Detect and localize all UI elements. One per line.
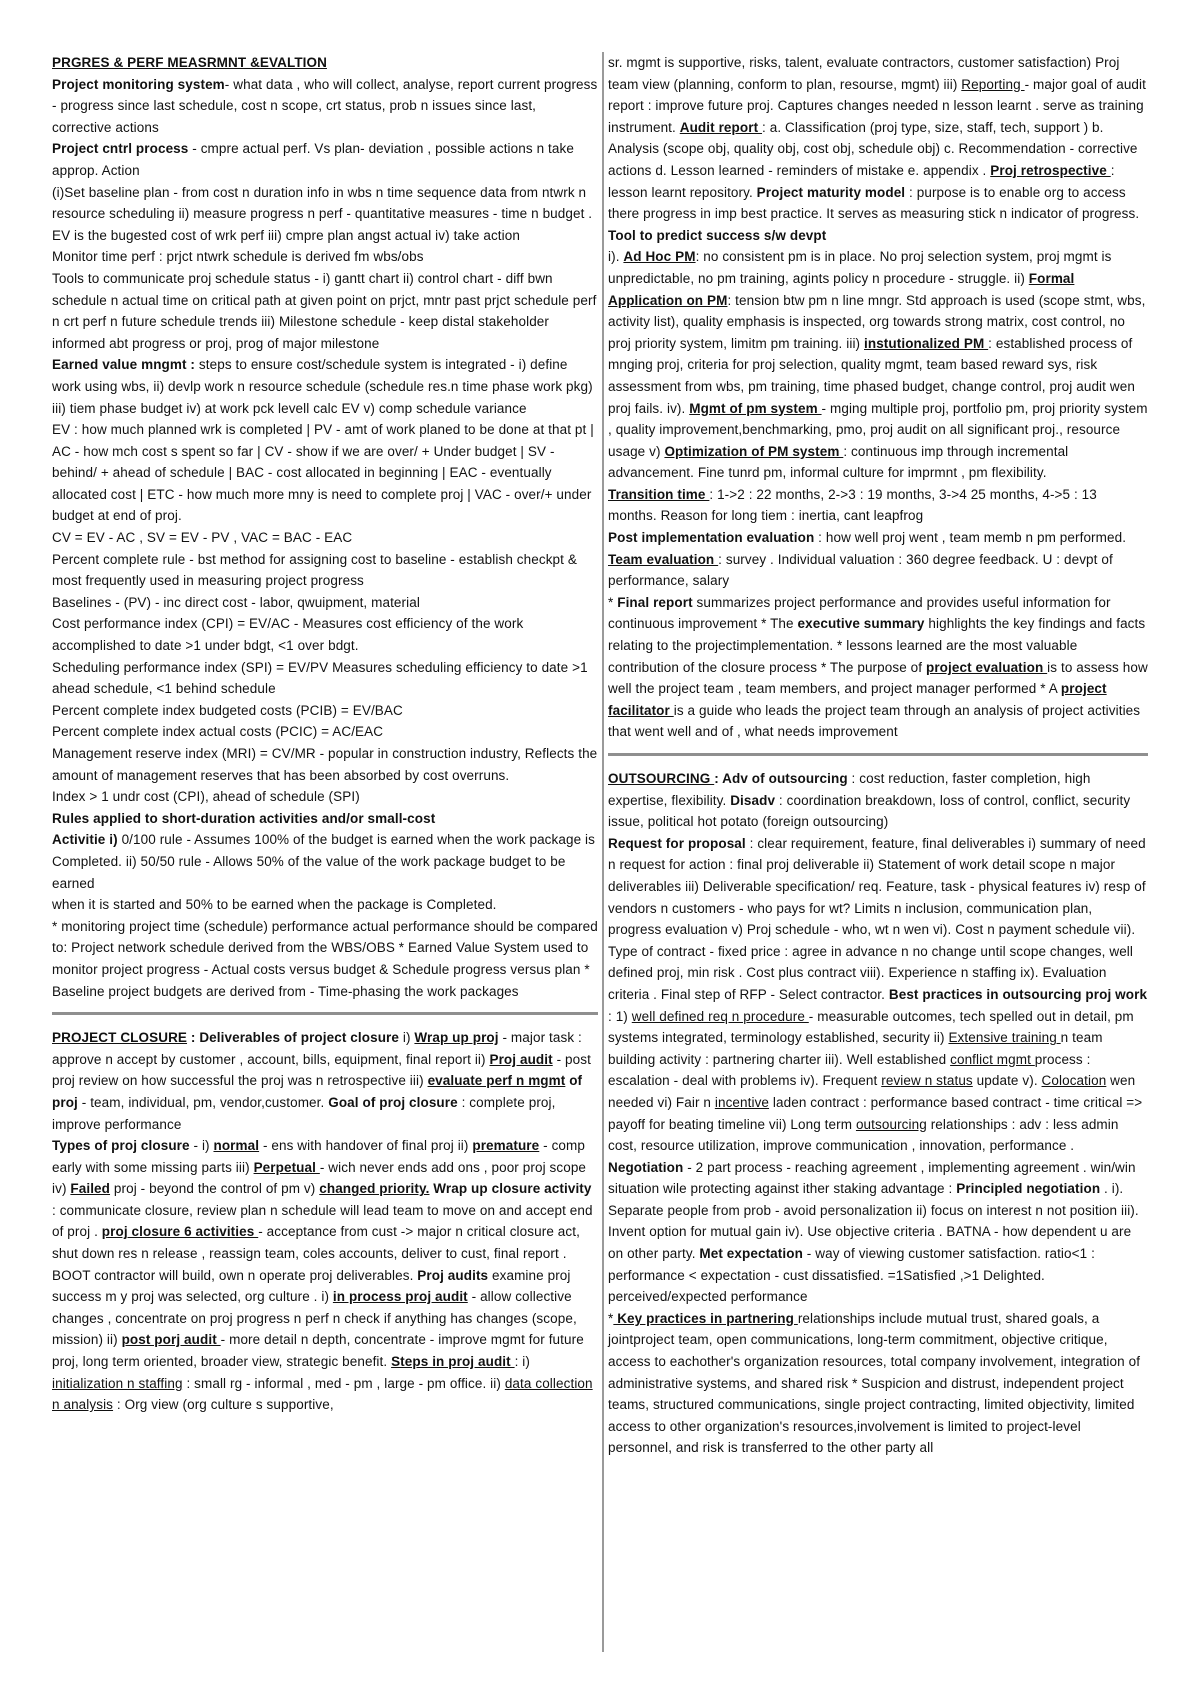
maturity-levels-paragraph: i). Ad Hoc PM: no consistent pm is in place. No proj selection system, proj mgmt is unpredictable, no pm training, agints policy n procedure - struggle. ii) Formal Application on PM: tension btw pm n line mngr. Std approach is used (scope stmt, wbs, activity list), quality emphasis is inspected, org towards strong matrix, cost control, no proj priority system, limitm pm training. iii) instutionalized PM : established process of mnging proj, criteria for proj selection, quality mgmt, team based reward sys, risk assessment from wbs, pm training, time phased budget, change control, proj audit wen proj fails. iv). Mgmt of pm system - mging multiple proj, portfolio pm, proj priority system , quality improvement,benchmarking, pmo, proj audit on all significant proj., resource usage v) Optimization of PM system : continuous imp through incremental advancement. Fine tunrd pm, informal culture for imprmnt , pm flexibility.	[608, 249, 1148, 481]
control-steps-paragraph: (i)Set baseline plan - from cost n duration info in wbs n time sequence data from ntwrk n resource scheduling ii) measure progress n perf - quantitative measures - time n budget . EV is the bugested cost of wrk perf iii) cmpre plan angst actual iv) take action	[52, 184, 593, 243]
monitor-time-paragraph: Monitor time perf : prjct ntwrk schedule is derived fm wbs/obs	[52, 249, 424, 265]
rules-heading: Rules applied to short-duration activities and/or small-cost	[52, 810, 436, 826]
rfp-paragraph: Request for proposal : clear requirement, feature, final deliverables i) summary of need n request for action : final proj deliverable ii) Statement of work detail scope n major deliverables iii) Deliverable specification/ req. Feature, task - physical features iv) resp of vendors n customers - who pays for wt? Limits n inclusion, communication plan, progress evaluation v) Proj schedule - who, wt n wen vi). Cost n payment schedule vii). Type of contract - fixed price : agree in advance n no change until scope changes, well defined proj, min risk . Cost plus contract viii). Experience n staffing ix). Evaluation criteria . Final step of RFP - Select contractor. Best practices in outsourcing proj work : 1) well defined req n procedure - measurable outcomes, tech spelled out in detail, pm systems integrated, terminology established, security ii) Extensive training n team building activity : partnering charter iii). Well established conflict mgmt process : escalation - deal with problems iv). Frequent review n status update v). Colocation wen needed vi) Fair n incentive laden contract : performance based contract - time critical => payoff for beating timeline vii) Long term outsourcing relationships : adv : less admin cost, resource utilization, improve communication , innovation, performance . Negotiation - 2 part process - reaching agreement , implementing agreement . win/win situation wile protecting against ither staking advantage : Principled negotiation . i). Separate people from prob - avoid personalization ii) focus on interest n not position iii). Invent option for mutual gain iv). Use objective criteria . BATNA - how dependent u are on other party. Met expectation - way of viewing customer satisfaction. ratio<1 : performance < expectation - cust dissatisfied. =1Satisfied ,>1 Delighted. perceived/expected performance	[608, 835, 1148, 1305]
cpi-line: Cost performance index (CPI) = EV/AC - Measures cost efficiency of the work accomplished to date >1 under bdgt, <1 over bdgt.	[52, 616, 524, 654]
ev-definitions-paragraph: EV : how much planned wrk is completed | PV - amt of work planed to be done at that pt | AC - how mch cost s spent so far | CV - show if we are over/ + Under budget | SV - behind/ + ahead of schedule | BAC - cost allocated in beginning | EAC - eventually allocated cost | ETC - how much more mny is need to complete proj | VAC - over/+ under budget at end of proj.	[52, 422, 594, 524]
pcib-line: Percent complete index budgeted costs (PCIB) = EV/BAC	[52, 702, 403, 718]
baselines-line: Baselines - (PV) - inc direct cost - labor, qwuipment, material	[52, 594, 420, 610]
audit-continuation-paragraph: sr. mgmt is supportive, risks, talent, evaluate contractors, customer satisfaction) Proj team view (planning, conform to plan, resourse, mgmt) iii) Reporting - major goal of audit report : improve future proj. Captures changes needed n lesson learnt . serve as training instrument. Audit report : a. Classification (proj type, size, staff, tech, support ) b. Analysis (scope obj, quality obj, cost obj, schedule obj) c. Recommendation - corrective actions d. Lesson learned - reminders of mistake e. appendix . Proj retrospective : lesson learnt repository. Project maturity model : purpose is to enable org to access there progress in imp best practice. It serves as measuring stick n indicator of progress. Tool to predict success s/w devpt	[608, 55, 1146, 243]
section-divider	[52, 1012, 598, 1015]
rule-50-50: Completed. ii) 50/50 rule - Allows 50% of the value of the work package budget to be earned	[52, 853, 566, 891]
schedule-tools-paragraph: Tools to communicate proj schedule status - i) gantt chart ii) control chart - diff bwn schedule n actual time on critical path at given point on prjct, mntr past prjct schedule perf n crt perf n future schedule trends iii) Milestone schedule - keep distal stakeholder informed abt progress or proj, prog of major milestone	[52, 270, 597, 351]
cheat-sheet	[52, 52, 1148, 1652]
rule-50-50-cont: when it is started and 50% to be earned when the package is Completed.	[52, 897, 497, 913]
column-divider	[602, 52, 604, 1652]
control-process-paragraph: Project cntrl process - cmpre actual perf. Vs plan- deviation , possible actions n take approp. Action	[52, 141, 574, 178]
earned-value-paragraph: Earned value mngmt : steps to ensure cost/schedule system is integrated - i) define work using wbs, ii) devlp work n resource schedule (schedule res.n time phase work pkg) iii) tiem phase budget iv) at work pck levell calc EV v) comp schedule variance	[52, 357, 593, 416]
section-divider	[608, 753, 1148, 756]
left-column	[52, 52, 598, 1416]
pcic-line: Percent complete index actual costs (PCIC) = AC/EAC	[52, 724, 384, 740]
outsourcing-paragraph: OUTSOURCING : Adv of outsourcing : cost reduction, faster completion, high expertise, flexibility. Disadv : coordination breakdown, loss of control, conflict, security issue, political hot potato (foreign outsourcing)	[608, 771, 1131, 830]
partnering-paragraph: * Key practices in partnering relationships include mutual trust, shared goals, a jointproject team, open communications, long-term commitment, objective critique, access to eachother's organization resources, total company involvement, integration of administrative systems, and shared risk * Suspicion and distrust, independent project teams, structured communications, single project contracting, limited objectivity, limited access to other organization's resources,involvement is limited to project-level personnel, and risk is transferred to the other party all	[608, 1310, 1141, 1456]
percent-complete-rule: Percent complete rule - bst method for assigning cost to baseline - establish checkpt & most frequently used in measuring project progress	[52, 551, 577, 589]
project-closure-paragraph: PROJECT CLOSURE : Deliverables of project closure i) Wrap up proj - major task : approve n accept by customer , account, bills, equipment, final report ii) Proj audit - post proj review on how successful the proj was n retrospective iii) evaluate perf n mgmt of proj - team, individual, pm, vendor,customer. Goal of proj closure : complete proj, improve performance	[52, 1030, 591, 1132]
closure-types-paragraph: Types of proj closure - i) normal - ens with handover of final proj ii) premature - comp early with some missing parts iii) Perpetual - wich never ends add ons , poor proj scope iv) Failed proj - beyond the control of pm v) changed priority. Wrap up closure activity : communicate closure, review plan n schedule will lead team to move on and accept end of proj . proj closure 6 activities - acceptance from cust -> major n critical closure act, shut down res n release , reassign team, coles accounts, deliver to cust, final report . BOOT contractor will build, own n operate proj deliverables. Proj audits examine proj success m y proj was selected, org culture . i) in process proj audit - allow collective changes , concentrate on proj progress n perf n check if anything has changes (scope, mission) ii) post porj audit - more detail n depth, concentrate - improve mgmt for future proj, long term oriented, broader view, strategic benefit. Steps in proj audit : i) initialization n staffing : small rg - informal , med - pm , large - pm office. ii) data collection n analysis : Org view (org culture s supportive,	[52, 1138, 593, 1413]
transition-time-paragraph: Transition time : 1->2 : 22 months, 2->3 : 19 months, 3->4 25 months, 4->5 : 13 months. Reason for long tiem : inertia, cant leapfrog	[608, 486, 1097, 524]
post-implementation-paragraph: Post implementation evaluation : how well proj went , team memb n pm performed. Team evaluation : survey . Individual valuation : 360 degree feedback. U : devpt of performance, salary	[608, 530, 1127, 589]
index-line: Index > 1 undr cost (CPI), ahead of schedule (SPI)	[52, 789, 360, 805]
rule-0-100: Activitie i) 0/100 rule - Assumes 100% of the budget is earned when the work package is	[52, 832, 596, 848]
variance-formulas: CV = EV - AC , SV = EV - PV , VAC = BAC - EAC	[52, 530, 353, 546]
progress-measurement-title: PRGRES & PERF MEASRMNT &EVALTION	[52, 55, 327, 70]
final-report-paragraph: * Final report summarizes project performance and provides useful information for continuous improvement * The executive summary highlights the key findings and facts relating to the projectimplementation. * lessons learned are the most valuable contribution of the closure process * The purpose of project evaluation is to assess how well the project team , team members, and project manager performed * A project facilitator is a guide who leads the project team through an analysis of project activities that went well and of , what needs improvement	[608, 594, 1148, 740]
mri-line: Management reserve index (MRI) = CV/MR - popular in construction industry, Reflects the amount of management reserves that has been absorbed by cost overruns.	[52, 746, 598, 783]
spi-line: Scheduling performance index (SPI) = EV/PV Measures scheduling efficiency to date >1 ahead schedule, <1 behind schedule	[52, 659, 588, 697]
monitoring-system-paragraph: Project monitoring system- what data , who will collect, analyse, report current progress - progress since last schedule, cost n scope, crt status, prob n issues since last, corrective actions	[52, 76, 598, 135]
right-column	[608, 52, 1148, 1459]
monitoring-notes: * monitoring project time (schedule) performance actual performance should be compared to: Project network schedule derived from the WBS/OBS * Earned Value System used to monitor project progress - Actual costs versus budget & Schedule progress versus plan * Baseline project budgets are derived from - Time-phasing the work packages	[52, 918, 598, 999]
